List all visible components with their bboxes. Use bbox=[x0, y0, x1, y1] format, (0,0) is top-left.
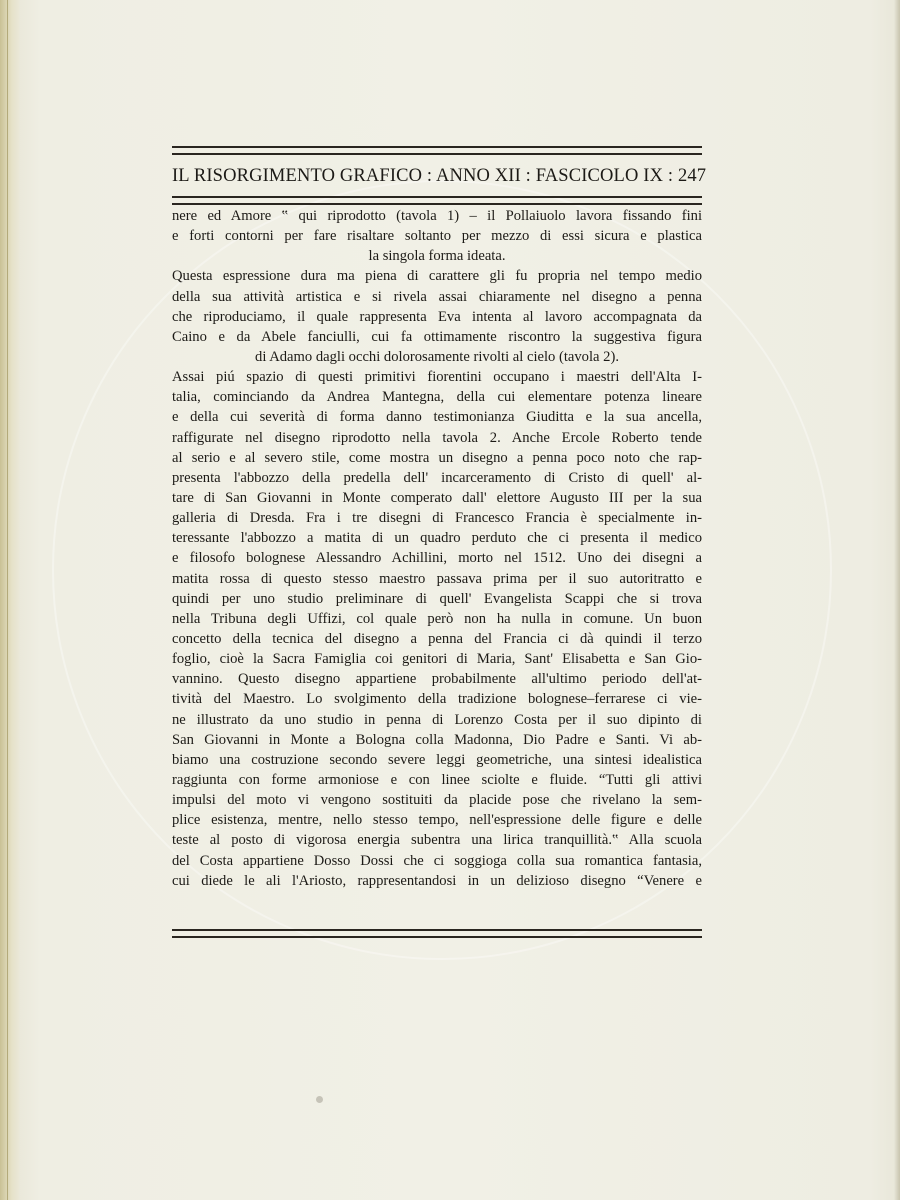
text-line: nere ed Amore ‟ qui riprodotto (tavola 1) – il Pollaiuolo lavora fissando fini bbox=[172, 208, 702, 224]
binding-edge bbox=[0, 0, 20, 1200]
page-edge-right bbox=[894, 0, 900, 1200]
text-line: quindi per uno studio preliminare di quell' Evangelista Scappi che si trova bbox=[172, 590, 702, 607]
text-line: ne illustrato da uno studio in penna di Lorenzo Costa per il suo dipinto di bbox=[172, 711, 702, 728]
footer-rule-double bbox=[172, 929, 702, 938]
text-line: impulsi del moto vi vengono sostituiti da placide pose che rivelano la sem- bbox=[172, 792, 702, 809]
text-line: talia, cominciando da Andrea Mantegna, della cui elementare potenza lineare bbox=[172, 389, 702, 406]
header-rule-top bbox=[172, 146, 702, 155]
text-line: della sua attività artistica e si rivela assai chiaramente nel disegno a penna bbox=[172, 288, 702, 305]
text-line: del Costa appartiene Dosso Dossi che ci soggioga colla sua romantica fantasia, bbox=[172, 852, 702, 869]
text-line: cui diede le ali l'Ariosto, rappresentandosi in un delizioso disegno “Venere e bbox=[172, 872, 702, 889]
text-line: e forti contorni per fare risaltare soltanto per mezzo di essi sicura e plastica bbox=[172, 228, 702, 245]
text-line: Caino e da Abele fanciulli, cui fa ottimamente riscontro la suggestiva figura bbox=[172, 328, 702, 345]
text-line: e della cui severità di forma danno testimonianza Giuditta e la sua ancella, bbox=[172, 409, 702, 426]
text-line: teressante l'abbozzo a matita di un quadro perduto che ci presenta il medico bbox=[172, 530, 702, 547]
text-line: vannino. Questo disegno appartiene probabilmente all'ultimo periodo dell'at- bbox=[172, 671, 702, 688]
footer-rule bbox=[172, 929, 702, 938]
article-body bbox=[172, 206, 702, 891]
header-rule-bottom bbox=[172, 196, 702, 205]
running-header bbox=[172, 146, 707, 205]
text-line: foglio, cioè la Sacra Famiglia coi genitori di Maria, Sant' Elisabetta e San Gio- bbox=[172, 651, 702, 668]
text-line: matita rossa di questo stesso maestro passava prima per il suo autoritratto e bbox=[172, 570, 702, 587]
text-line: che riproduciamo, il quale rappresenta Eva intenta al lavoro accompagnata da bbox=[172, 308, 702, 325]
text-line: la singola forma ideata. bbox=[368, 248, 506, 265]
text-line: plice esistenza, mentre, nello stesso tempo, nell'espressione delle figure e delle bbox=[172, 812, 702, 829]
text-line: di Adamo dagli occhi dolorosamente rivolti al cielo (tavola 2). bbox=[255, 348, 619, 365]
text-line: presenta l'abbozzo della predella dell' incarceramento di Cristo di quell' al- bbox=[172, 469, 702, 486]
text-line: biamo una costruzione secondo severe leggi geometriche, una sintesi idealistica bbox=[172, 751, 702, 768]
header-title: IL RISORGIMENTO GRAFICO : ANNO XII : FASCICOLO IX : 247 bbox=[172, 166, 707, 186]
text-line: teste al posto di vigorosa energia subentra una lirica tranquillità.‟ Alla scuola bbox=[172, 832, 702, 849]
text-line: al serio e al severo stile, come mostra un disegno a penna poco noto che rap- bbox=[172, 449, 702, 466]
text-line: raffigurate nel disegno riprodotto nella tavola 2. Anche Ercole Roberto tende bbox=[172, 429, 702, 446]
text-line: Assai piú spazio di questi primitivi fiorentini occupano i maestri dell'Alta I- bbox=[172, 369, 702, 386]
text-line: tività del Maestro. Lo svolgimento della tradizione bolognese–ferrarese ci vie- bbox=[172, 691, 702, 708]
text-line: nella Tribuna degli Uffizi, col quale però non ha nulla in comune. Un buon bbox=[172, 610, 702, 627]
text-line: tare di San Giovanni in Monte comperato dall' elettore Augusto III per la sua bbox=[172, 489, 702, 506]
text-line: San Giovanni in Monte a Bologna colla Madonna, Dio Padre e Santi. Vi ab- bbox=[172, 731, 702, 748]
text-line: e filosofo bolognese Alessandro Achillini, morto nel 1512. Uno dei disegni a bbox=[172, 550, 702, 567]
text-line: galleria di Dresda. Fra i tre disegni di Francesco Francia è specialmente in- bbox=[172, 510, 702, 527]
text-line: concetto della tecnica del disegno a penna del Francia ci dà quindi il terzo bbox=[172, 630, 702, 647]
text-line: raggiunta con forme armoniose e con linee sciolte e fluide. “Tutti gli attivi bbox=[172, 771, 702, 788]
text-line: Questa espressione dura ma piena di carattere gli fu propria nel tempo medio bbox=[172, 268, 702, 285]
paper-spot bbox=[316, 1096, 323, 1103]
